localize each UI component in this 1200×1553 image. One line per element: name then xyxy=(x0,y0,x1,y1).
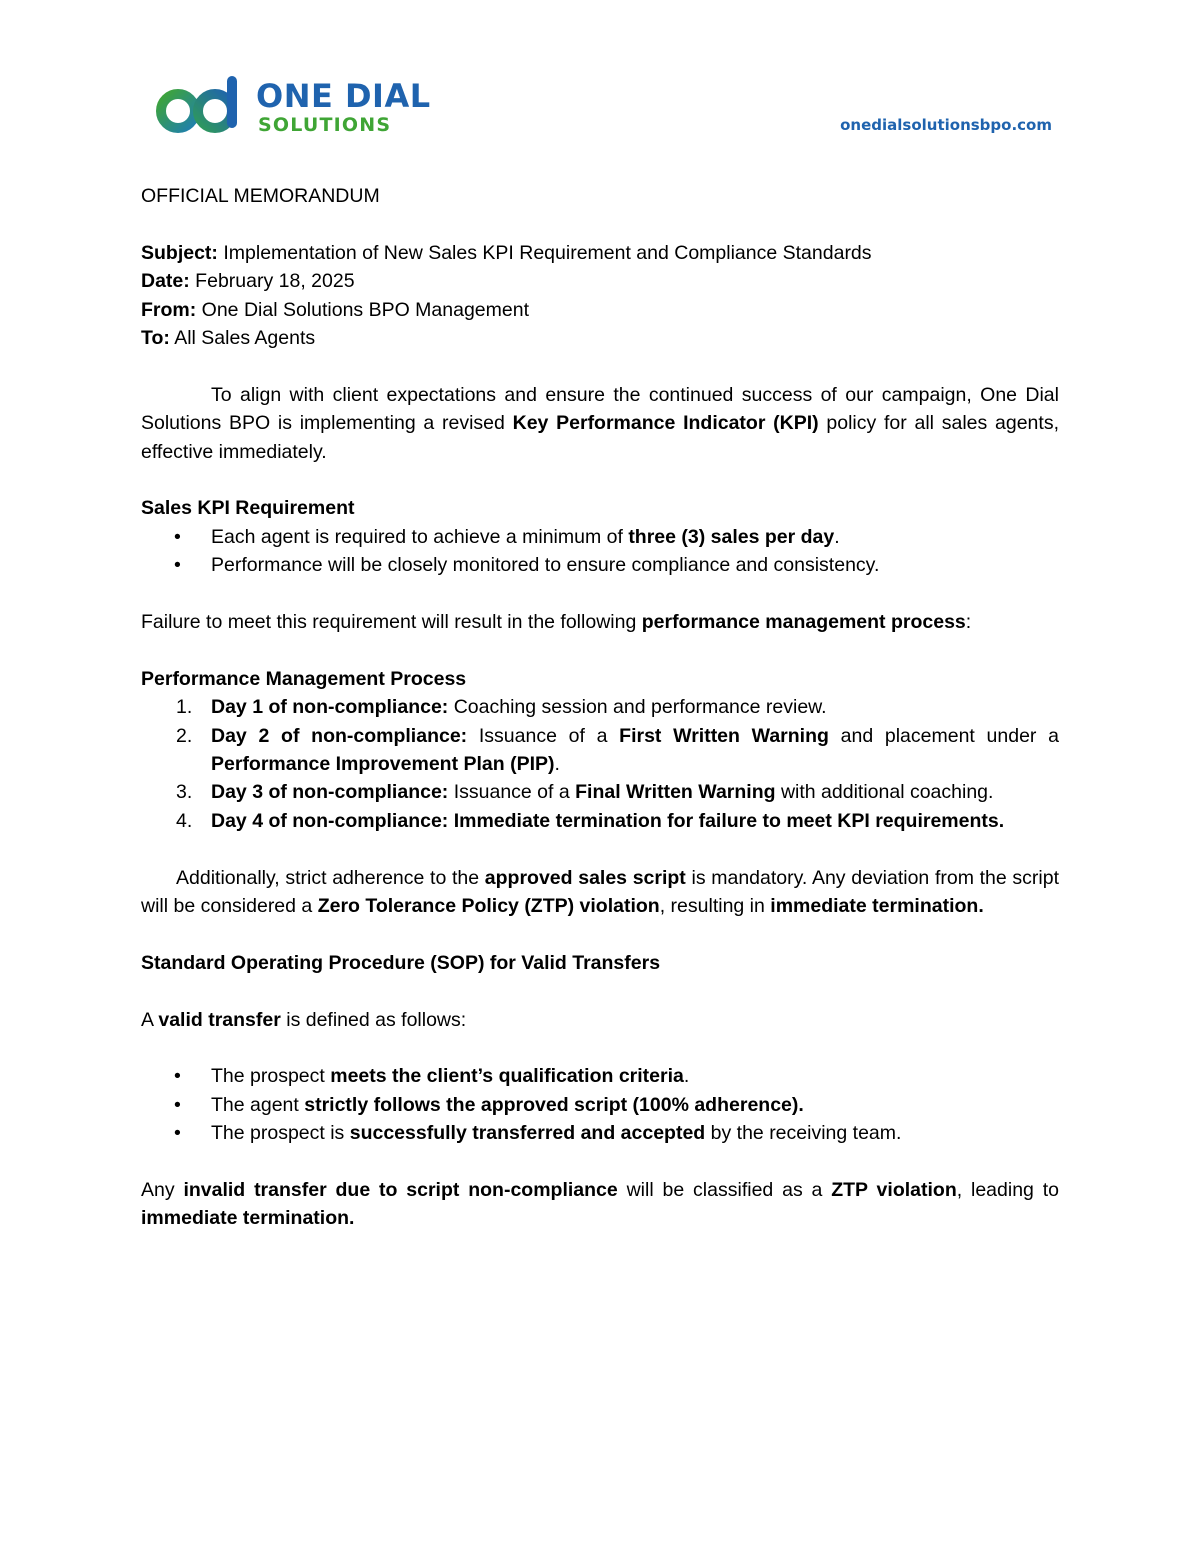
sop-heading: Standard Operating Procedure (SOP) for Valid Transfers xyxy=(141,951,661,974)
process-step-list xyxy=(141,693,1059,835)
sop-bullet-list xyxy=(141,1062,1059,1147)
bullet-icon: • xyxy=(174,1122,181,1145)
memo-from: From: One Dial Solutions BPO Management xyxy=(141,298,530,321)
list-item: • The agent strictly follows the approved script (100% adherence). xyxy=(141,1091,1059,1119)
company-logo xyxy=(156,74,446,138)
list-item: 2. Day 2 of non-compliance: Issuance of a First Written Warning and placement under a Performance Improvement Plan (PIP). xyxy=(176,724,1059,776)
od-logo-mark-icon xyxy=(156,74,246,138)
kpi-heading: Sales KPI Requirement xyxy=(141,497,355,520)
bullet-icon: • xyxy=(174,1065,181,1088)
list-item: • Performance will be closely monitored to ensure compliance and consistency. xyxy=(141,551,1059,579)
closing-paragraph: Any invalid transfer due to script non-compliance will be classified as a ZTP violation, leading to immediate termination. xyxy=(141,1179,1059,1230)
sop-definition: A valid transfer is defined as follows: xyxy=(141,1008,467,1031)
brand-name-line2: SOLUTIONS xyxy=(258,114,392,136)
list-item: • The prospect is successfully transferred and accepted by the receiving team. xyxy=(141,1119,1059,1147)
bullet-icon: • xyxy=(174,554,181,577)
bullet-icon: • xyxy=(174,1093,181,1116)
additional-paragraph: Additionally, strict adherence to the approved sales script is mandatory. Any deviation from the script will be considered a Zero Tolerance Policy (ZTP) violation, resulting in immediate termination. xyxy=(141,866,1060,918)
intro-paragraph: To align with client expectations and ensure the continued success of our campaign, One Dial Solutions BPO is implementing a revised Key Performance Indicator (KPI) policy for all sales agents, effective immediately. xyxy=(141,383,1059,463)
list-item: 4. Day 4 of non-compliance: Immediate termination for failure to meet KPI requirements. xyxy=(176,809,1005,832)
website-link[interactable]: onedialsolutionsbpo.com xyxy=(840,116,1052,134)
list-item: 1. Day 1 of non-compliance: Coaching session and performance review. xyxy=(176,696,827,719)
list-item: 3. Day 3 of non-compliance: Issuance of a Final Written Warning with additional coaching. xyxy=(176,781,994,804)
failure-paragraph: Failure to meet this requirement will result in the following performance management process: xyxy=(141,611,972,634)
bullet-icon: • xyxy=(174,525,181,548)
brand-name-line1: ONE DIAL xyxy=(256,77,431,115)
memo-date: Date: February 18, 2025 xyxy=(141,270,355,293)
memo-document xyxy=(141,182,1059,1233)
kpi-bullet-list xyxy=(141,523,1059,580)
list-item: • The prospect meets the client’s qualification criteria. xyxy=(141,1062,1059,1090)
memo-heading: OFFICIAL MEMORANDUM xyxy=(141,185,380,207)
memo-subject: Subject: Implementation of New Sales KPI Requirement and Compliance Standards xyxy=(141,241,872,264)
process-heading: Performance Management Process xyxy=(141,667,467,690)
memo-to: To: All Sales Agents xyxy=(141,327,316,350)
list-item: • Each agent is required to achieve a minimum of three (3) sales per day. xyxy=(141,523,1059,551)
